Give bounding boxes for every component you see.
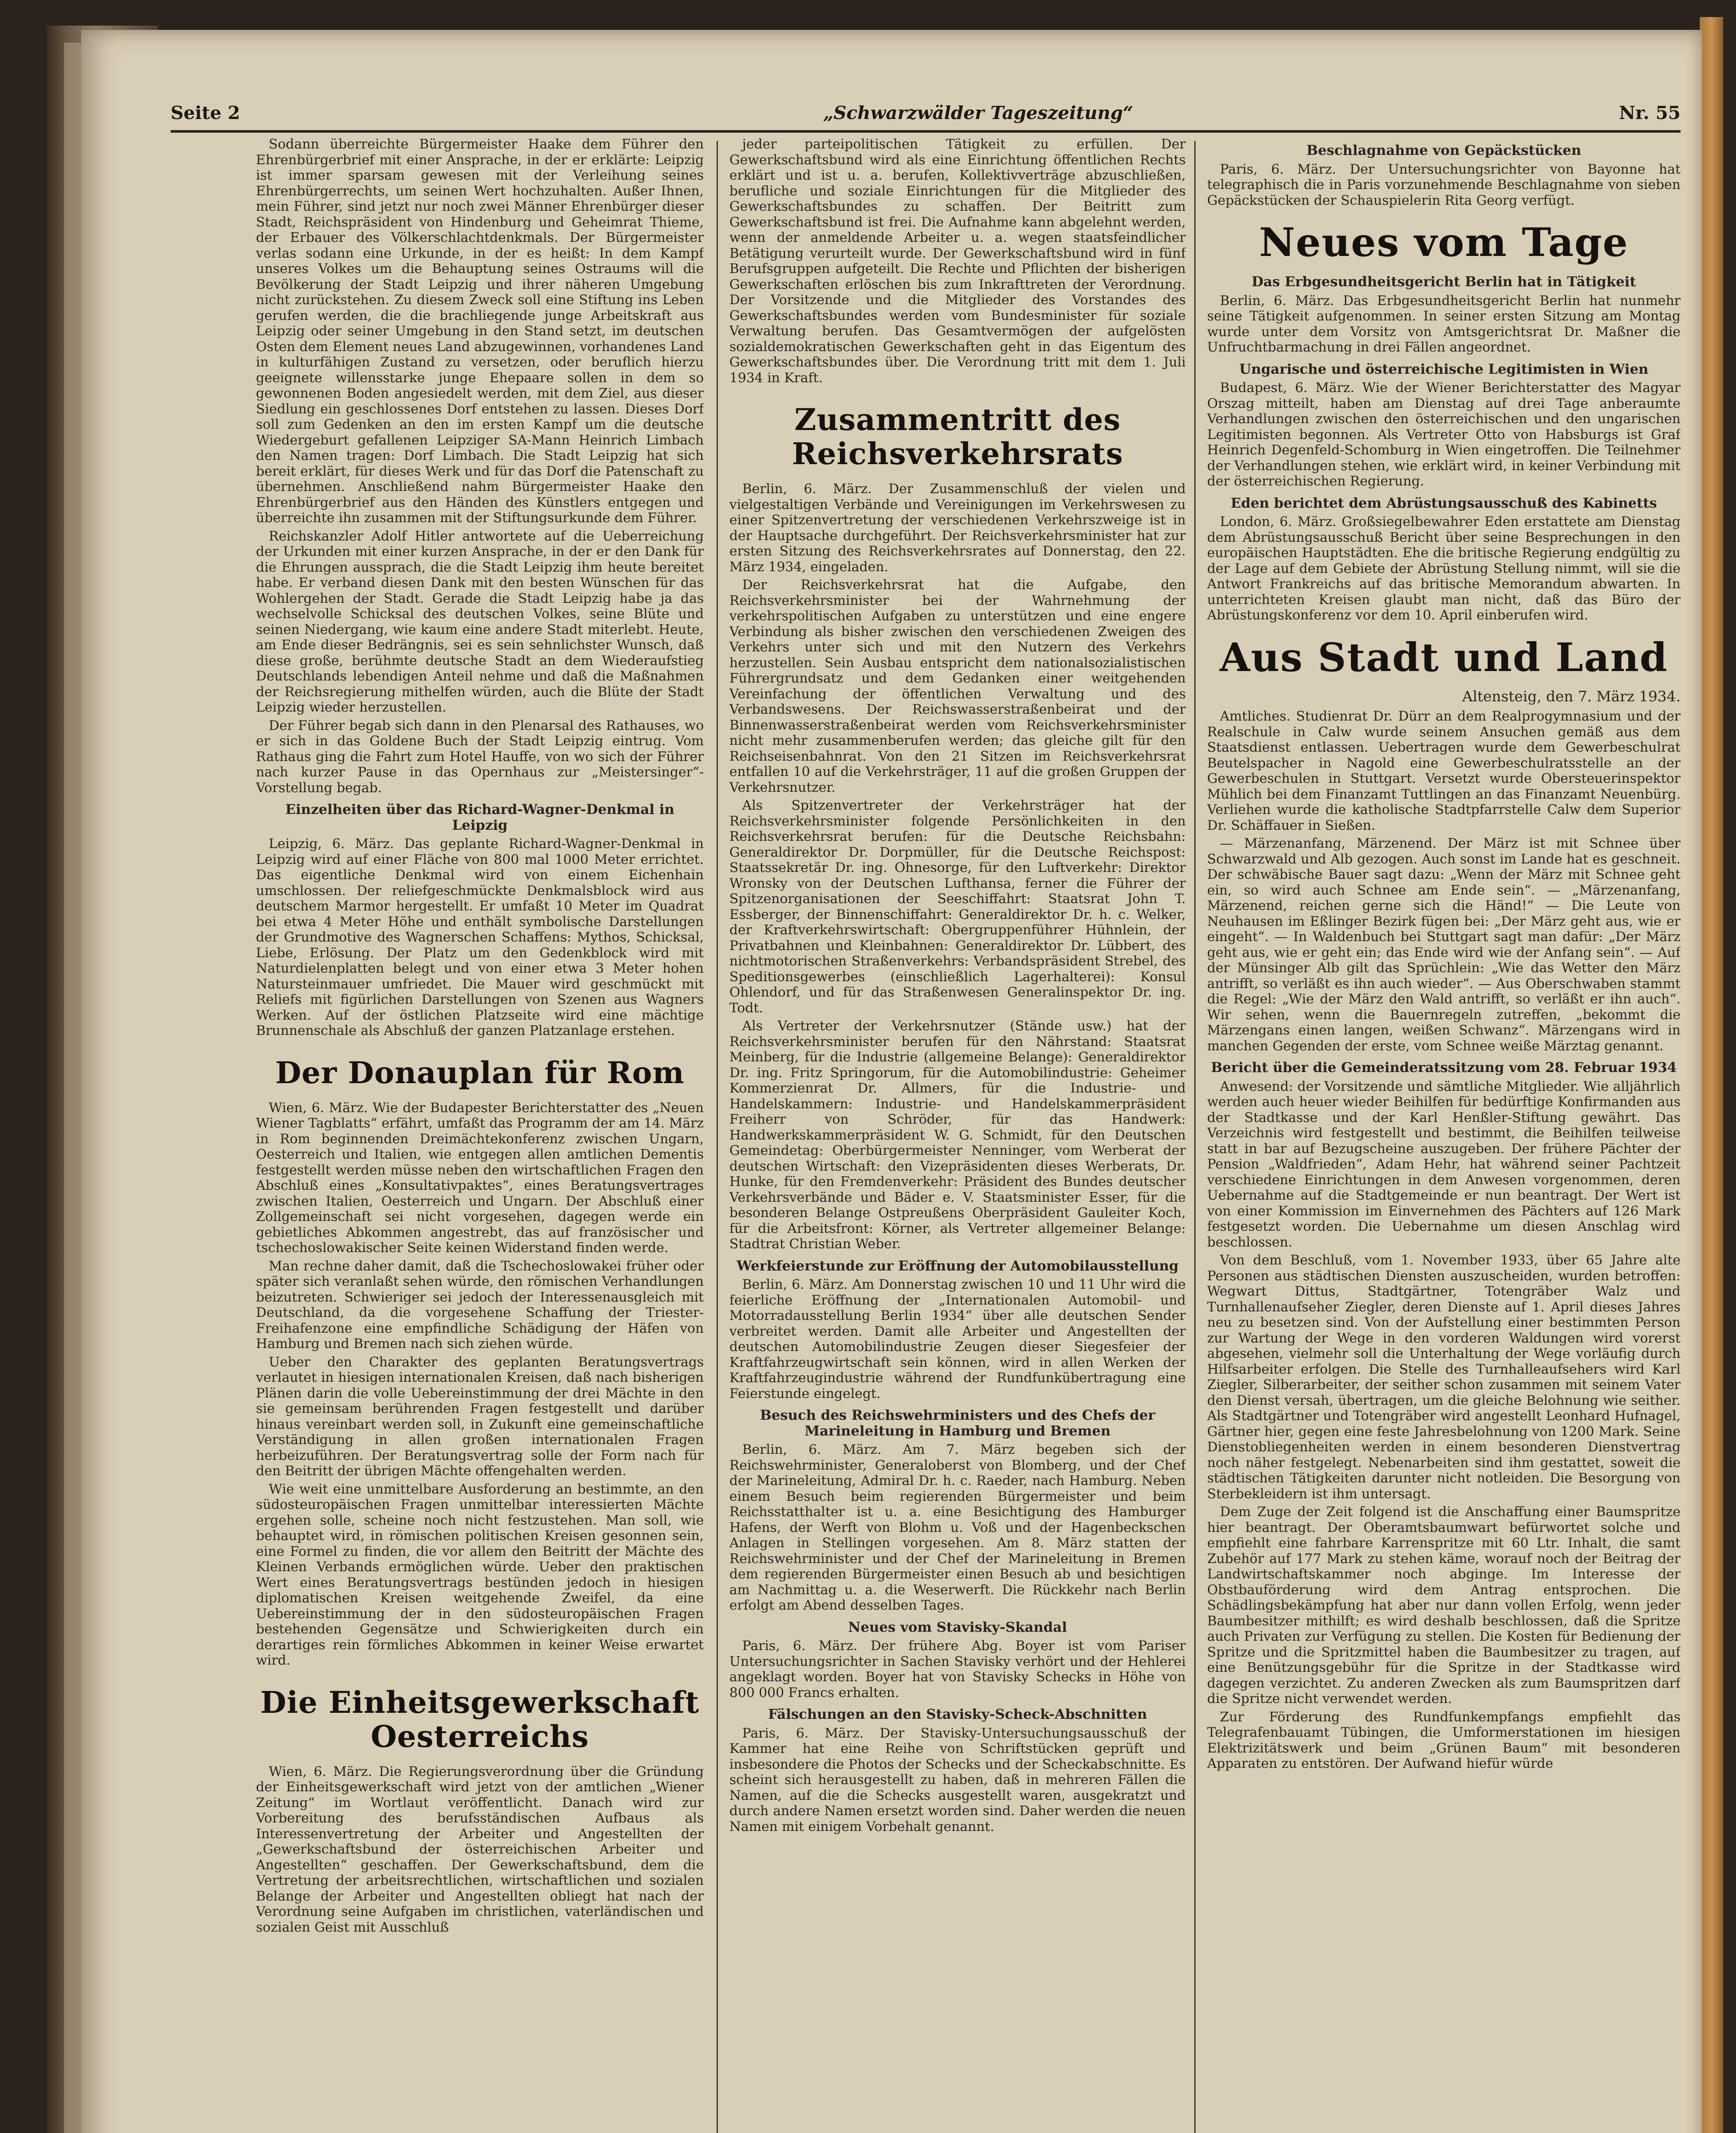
article-paragraph: Wien, 6. März. Die Regierungsverordnung über die Gründung der Einheitsgewerkschaft wird jetzt von der amtlichen „Wiener Zeitung“ im Wortlaut veröffentlicht. Danach wird zur Vorbereitung des berufsständischen Aufbaus als Interessenvertretung der Arbeiter und Angestellten der „Gewerkschaftsbund der österreichischen Arbeiter und Angestellten“ geschaffen. Der Gewerkschaftsbund, dem die Vertretung der arbeitsrechtlichen, wirtschaftlichen und sozialen Belange der Arbeiter und Angestellten obliegt hat nach der Verordnung seine Aufgaben im christlichen, vaterländischen und sozialen Geist mit Ausschluß — [256, 1764, 704, 1935]
article-paragraph: Sodann überreichte Bürgermeister Haake dem Führer den Ehrenbürgerbrief mit einer Ansprache, in der er erklärte: Leipzig ist immer sparsam gewesen mit der Verleihung seines Ehrenbürgerrechts, um seinen Wert hochzuhalten. Außer Ihnen, mein Führer, sind jetzt nur noch zwei Männer Ehrenbürger dieser Stadt, Reichspräsident von Hindenburg und Geheimrat Thieme, der Erbauer des Völkerschlachtdenkmals. Der Bürgermeister verlas sodann eine Urkunde, in der es heißt: In dem Kampf unseres Volkes um die Behauptung seines Ostraums will die Bevölkerung der Stadt Leipzig und ihrer näheren Umgebung nicht zurückstehen. Zu diesem Zweck soll eine Stiftung ins Leben gerufen werden, die die brachliegende junge Arbeitskraft aus Leipzig oder seiner Umgebung in den Stand setzt, im deutschen Osten dem Element neues Land abzugewinnen, vorhandenes Land in kulturfähigen Zustand zu versetzen, oder beruflich hierzu geeignete willensstarke junge Ehepaare sollen in dem so gewonnenen Boden angesiedelt werden, mit dem Ziel, aus dieser Siedlung ein geschlossenes Dorf entstehen zu lassen. Dieses Dorf soll zum Gedenken an den im ersten Kampf um die deutsche Wiedergeburt gefallenen Leipziger SA-Mann Heinrich Limbach den Namen tragen: Dorf Limbach. Die Stadt Leipzig hat sich bereit erklärt, für dieses Werk und für das Dorf die Patenschaft zu übernehmen. Anschließend nahm Bürgermeister Haake den Ehrenbürgerbrief aus den Händen des Künstlers entgegen und überreichte ihn zusammen mit der Stiftungsurkunde dem Führer. — [256, 137, 704, 526]
article-paragraph: Wie weit eine unmittelbare Ausforderung an bestimmte, an den südosteuropäischen Fragen unmittelbar interessierten Mächte ergehen solle, scheine noch nicht festzustehen. Man soll, wie behauptet wird, in römischen politischen Kreisen gesonnen sein, eine Formel zu finden, die vor allem den Beitritt der Mächte des Kleinen Verbands ermöglichen würde. Ueber den praktischen Wert eines Beratungsvertrags bestünden jedoch in hiesigen diplomatischen Kreisen weitgehende Zweifel, da eine Uebereinstimmung der in den südosteuropäischen Fragen bestehenden Gegensätze und Schwierigkeiten durch ein derartiges rein förmliches Abkommen in keiner Weise erwartet wird. — [256, 1481, 704, 1668]
newspaper-title: „Schwarzwälder Tageszeitung“ — [823, 102, 1133, 123]
column-1 — [256, 137, 704, 2133]
article-subheading: Neues vom Stavisky-Skandal — [848, 1619, 1067, 1635]
column-divider — [1194, 141, 1196, 2133]
article-headline: Die Einheitsgewerkschaft Oesterreichs — [260, 1684, 700, 1754]
issue-number: Nr. 55 — [1619, 102, 1681, 123]
article-paragraph: Der Führer begab sich dann in den Plenarsal des Rathauses, wo er sich in das Goldene Buch der Stadt Leipzig eintrug. Vom Rathaus ging die Fahrt zum Hotel Hauffe, von wo sich der Führer nach kurzer Pause in das Opernhaus zur „Meistersinger“-Vorstellung begab. — [256, 718, 704, 796]
page-number: Seite 2 — [171, 102, 240, 123]
article-subheading: Eden berichtet dem Abrüstungsausschuß des Kabinetts — [1231, 494, 1657, 511]
article-paragraph: Berlin, 6. März. Der Zusammenschluß der vielen und vielgestaltigen Verbände und Vereinigungen im Verkehrswesen zu einer Spitzenvertretung der verschiedenen Verkehrszweige ist in der Hauptsache durchgeführt. Der Reichsverkehrsminister hat zur ersten Sitzung des Reichsverkehrsrates auf Donnerstag, den 22. März 1934, eingeladen. — [729, 481, 1186, 575]
article-paragraph: Budapest, 6. März. Wie der Wiener Berichterstatter des Magyar Orszag mitteilt, haben am Dienstag auf drei Tage anberaumte Verhandlungen zwischen den österreichischen und den ungarischen Legitimisten begonnen. Als Vertreter Otto von Habsburgs ist Graf Heinrich Degenfeld-Schomburg in Wien eingetroffen. Die Teilnehmer der Verhandlungen stehen, wie erklärt wird, in keiner Verbindung mit der österreichischen Regierung. — [1207, 380, 1681, 489]
article-headline: Der Donauplan für Rom — [275, 1055, 685, 1090]
article-paragraph: Ueber den Charakter des geplanten Beratungsvertrags verlautet in hiesigen internationalen Kreisen, daß nach bisherigen Plänen darin die volle Uebereinstimmung der drei Mächte in den sie gemeinsam berührenden Fragen festgestellt und darüber hinaus vereinbart werden soll, in Zukunft eine gemeinschaftliche Verständigung in allen großen internationalen Fragen herbeizuführen. Der Beratungsvertrag solle der Form nach für den Beitritt der übrigen Mächte offengehalten werden. — [256, 1354, 704, 1479]
article-paragraph: Paris, 6. März. Der Untersuchungsrichter von Bayonne hat telegraphisch die in Paris vorzunehmende Beschlagnahme von sieben Gepäckstücken der Schauspielerin Rita Georg verfügt. — [1207, 161, 1681, 208]
article-paragraph: Von dem Beschluß, vom 1. November 1933, über 65 Jahre alte Personen aus städtischen Diensten auszuscheiden, wurden betroffen: Wegwart Dittus, Stadtgärtner, Totengräber Walz und Turnhallenaufseher Ziegler, deren Dienste auf 1. April dieses Jahres neu zu besetzen sind. Von der Aufstellung einer bestimmten Person zur Wartung der Wege in den vorderen Waldungen wird vorerst abgesehen, vielmehr soll die Unterhaltung der Wege vorläufig durch Hilfsarbeiter erfolgen. Die Stelle des Turnhalleaufsehers wird Karl Ziegler, Silberarbeiter, der seither schon zusammen mit seinem Vater den Dienst versah, übertragen, um die gleiche Belohnung wie seither. Als Stadtgärtner und Totengräber wird angestellt Leonhard Hufnagel, Gärtner hier, gegen eine feste Jahresbelohnung von 1200 Mark. Seine Dienstobliegenheiten werden in einem besonderen Dienstvertrag noch näher festgelegt. Nebenarbeiten sind ihm gestattet, soweit die städtischen Tätigkeiten darunter nicht notleiden. Die Besorgung von Sterbekleidern ist ihm untersagt. — [1207, 1252, 1681, 1502]
article-paragraph: Amtliches. Studienrat Dr. Dürr an dem Realprogymnasium und der Realschule in Calw wurde seinem Ansuchen gemäß aus dem Staatsdienst entlassen. Uebertragen wurde dem Gewerbeschulrat Beutelspacher in Nagold eine Gewerbeschulratsstelle an der Gewerbeschulen in Stuttgart. Versetzt wurde Obersteuerinspektor Mühlich bei dem Finanzamt Tuttlingen an das Finanzamt Neuenbürg. Verliehen wurde die katholische Stadtpfarrstelle Calw dem Superior Dr. Schäffauer in Sießen. — [1207, 709, 1681, 833]
article-subheading: Werkfeierstunde zur Eröffnung der Automobilausstellung — [736, 1257, 1179, 1274]
dateline: Altensteig, den 7. März 1934. — [1462, 688, 1681, 705]
article-paragraph: Anwesend: der Vorsitzende und sämtliche Mitglieder. Wie alljährlich werden auch heuer wieder Beihilfen für bedürftige Konfirmanden aus der Stadtkasse und der Karl Henßler-Stiftung gewährt. Das Verzeichnis wird festgestellt und bestimmt, die Beihilfen teilweise statt in bar auf Bezugscheine auszugeben. Der frühere Pächter der Pension „Waldfrieden“, Adam Hehr, hat während seiner Pachtzeit verschiedene Einrichtungen in dem Anwesen vorgenommen, deren Uebernahme auf die Stadtgemeinde er nun beantragt. Der Wert ist von einer Kommission im Einvernehmen des Pächters auf 126 Mark festgesetzt worden. Die Uebernahme um diesen Anschlag wird beschlossen. — [1207, 1078, 1681, 1250]
article-paragraph: Dem Zuge der Zeit folgend ist die Anschaffung einer Baumspritze hier beantragt. Der Oberamtsbaumwart befürwortet solche und empfiehlt eine fahrbare Karrenspritze mit 60 Ltr. Inhalt, die samt Zubehör auf 177 Mark zu stehen käme, worauf noch der Beitrag der Landwirtschaftskammer noch abginge. Im Interesse der Obstbauförderung wird dem Antrag entsprochen. Die Schädlingsbekämpfung hat aber nur dann vollen Erfolg, wenn jeder Baumbesitzer mithilft; es wird deshalb beschlossen, daß die Spritze auch Privaten zur Verfügung zu stellen. Die Kosten für Bedienung der Spritze und die Spritzmittel haben die Baumbesitzer zu tragen, auf eine Benützungsgebühr für die Spritze in der Stadtkasse wird dagegen verzichtet. Zu anderen Zwecken als zum Baumspritzen darf die Spritze nicht verwendet werden. — [1207, 1504, 1681, 1706]
article-subheading: Fälschungen an den Stavisky-Scheck-Abschnitten — [768, 1706, 1147, 1722]
column-divider — [717, 141, 718, 2133]
article-paragraph: Reichskanzler Adolf Hitler antwortete auf die Ueberreichung der Urkunden mit einer kurzen Ansprache, in der er den Dank für die Ehrungen aussprach, die die Stadt Leipzig ihm heute bereitet habe. Er verband diesen Dank mit den besten Wünschen für das Wohlergehen der Stadt. Gerade die Stadt Leipzig habe ja das wechselvolle Schicksal des deutschen Volkes, seine Blüte und seinen Niedergang, wie kaum eine andere Stadt miterlebt. Heute, am Ende dieser Bedrängnis, sei es sein sehnlichster Wunsch, daß diese große, berühmte deutsche Stadt an dem Wiederaufstieg Deutschlands lebendigen Anteil nehme und daß die Maßnahmen der Reichsregierung mithelfen würden, auch die Blüte der Stadt Leipzig wieder herzustellen. — [256, 528, 704, 715]
article-paragraph: Als Vertreter der Verkehrsnutzer (Stände usw.) hat der Reichsverkehrsminister berufen für den Nährstand: Staatsrat Meinberg, für die Industrie (allgemeine Belange): Generaldirektor Dr. ing. Fritz Springorum, für die Automobilindustrie: Geheimer Kommerzienrat Dr. Allmers, für die Industrie- und Handelskammern: Industrie- und Handelskammerpräsident Freiherr von Schröder, für das Handwerk: Handwerkskammerpräsident W. G. Schmidt, für den Deutschen Gemeindetag: Oberbürgermeister Nenninger, vom Werberat der deutschen Wirtschaft: den Vizepräsidenten dieses Werberats, Dr. Hunke, für den Fremdenverkehr: Präsident des Bundes deutscher Verkehrsverbände und Bäder e. V. Staatsminister Esser, für die besonderen Belange Ostpreußens Oberpräsident Gauleiter Koch, für die Arbeitsfront: Körner, als Vertreter allgemeiner Belange: Stadtrat Christian Weber. — [729, 1018, 1186, 1252]
header-rule — [171, 130, 1681, 133]
article-paragraph: Zur Förderung des Rundfunkempfangs empfiehlt das Telegrafenbauamt Tübingen, die Umformerstationen im hiesigen Elektrizitätswerk und beim „Grünen Baum“ mit besonderen Apparaten zu entstören. Der Aufwand hiefür würde — [1207, 1709, 1681, 1771]
article-paragraph: Paris, 6. März. Der frühere Abg. Boyer ist vom Pariser Untersuchungsrichter in Sachen Stavisky verhört und der Hehlerei angeklagt worden. Boyer hat von Stavisky Schecks in Höhe von 800 000 Francs erhalten. — [729, 1638, 1186, 1700]
article-paragraph: Der Reichsverkehrsrat hat die Aufgabe, den Reichsverkehrsminister bei der Wahrnehmung der verkehrspolitischen Aufgaben zu unterstützen und eine engere Verbindung als bisher zwischen den verschiedenen Zweigen des Verkehrs unter sich und mit den Nutzern des Verkehrs herzustellen. Sein Ausbau entspricht dem nationalsozialistischen Führergrundsatz und dem Gedanken einer weitgehenden Vereinfachung der öffentlichen Verwaltung und des Verbandswesens. Der Reichswasserstraßenbeirat und der Binnenwasserstraßenbeirat werden vom Reichsverkehrsminister nicht mehr zusammenberufen werden; das gleiche gilt für den Reichseisenbahnrat. Von den 21 Sitzen im Reichsverkehrsrat entfallen 10 auf die Verkehrsträger, 11 auf die großen Gruppen der Verkehrsnutzer. — [729, 577, 1186, 795]
article-paragraph: Paris, 6. März. Der Stavisky-Untersuchungsausschuß der Kammer hat eine Reihe von Schriftstücken geprüft und insbesondere die Photos der Schecks und der Scheckabschnitte. Es scheint sich herausgestellt zu haben, daß in mehreren Fällen die Namen, auf die die Schecks ausgestellt waren, ausgekratzt und durch andere Namen ersetzt worden sind. Daher werden die neuen Namen mit einigem Vorbehalt genannt. — [729, 1725, 1186, 1834]
article-subheading: Ungarische und österreichische Legitimisten in Wien — [1239, 360, 1649, 377]
article-subheading: Beschlagnahme von Gepäckstücken — [1306, 142, 1582, 158]
section-headline: Aus Stadt und Land — [1219, 634, 1668, 680]
article-paragraph: jeder parteipolitischen Tätigkeit zu erfüllen. Der Gewerkschaftsbund wird als eine Einrichtung öffentlichen Rechts erklärt und ist u. a. berufen, Kollektivverträge abzuschließen, berufliche und soziale Einrichtungen für die Mitglieder des Gewerkschaftsbundes zu schaffen. Der Beitritt zum Gewerkschaftsbund ist frei. Die Aufnahme kann abgelehnt werden, wenn der anmeldende Arbeiter u. a. wegen staatsfeindlicher Betätigung verurteilt wurde. Der Gewerkschaftsbund wird in fünf Berufsgruppen aufgeteilt. Die Rechte und Pflichten der bisherigen Gewerkschaften erlöschen bis zum Inkrafttreten der Verordnung. Der Vorsitzende und die Mitglieder des Vorstandes des Gewerkschaftsbundes werden vom Bundesminister für soziale Verwaltung berufen. Das Gesamtvermögen der aufgelösten sozialdemokratischen Gewerkschaften geht in das Eigentum des Gewerkschaftsbundes über. Die Verordnung tritt mit dem 1. Juli 1934 in Kraft. — [729, 137, 1186, 386]
article-paragraph: Berlin, 6. März. Am 7. März begeben sich der Reichswehrminister, Generaloberst von Blomberg, und der Chef der Marineleitung, Admiral Dr. h. c. Raeder, nach Hamburg. Neben einem Besuch beim regierenden Bürgermeister und beim Reichsstatthalter ist u. a. eine Besichtigung des Hamburger Hafens, der Werft von Blohm u. Voß und der Hagenbeckschen Anlagen in Stellingen vorgesehen. Am 8. März statten der Reichswehrminister und der Chef der Marineleitung in Bremen dem regierenden Bürgermeister einen Besuch ab und besichtigen am Nachmittag u. a. die Weserwerft. Die Rückkehr nach Berlin erfolgt am Abend desselben Tages. — [729, 1442, 1186, 1613]
article-paragraph: Leipzig, 6. März. Das geplante Richard-Wagner-Denkmal in Leipzig wird auf einer Fläche von 800 mal 1000 Meter errichtet. Das eigentliche Denkmal wird von einem Eichenhain umschlossen. Der reliefgeschmückte Denkmalsblock wird aus deutschem Marmor hergestellt. Er umfaßt 10 Meter im Quadrat bei etwa 4 Meter Höhe und enthält symbolische Darstellungen der Grundmotive des Wagnerschen Schaffens: Mythos, Schicksal, Liebe, Erlösung. Der Platz um den Gedenkblock wird mit Naturdielenplatten belegt und von einer etwa 3 Meter hohen Natursteinmauer umfriedet. Die Mauer wird geschmückt mit Reliefs mit figürlichen Darstellungen von Szenen aus Wagners Werken. Auf der östlichen Platzseite wird eine mächtige Brunnenschale als Abschluß der ganzen Platzanlage erstehen. — [256, 836, 704, 1038]
article-subheading: Einzelheiten über das Richard-Wagner-Denkmal in Leipzig — [285, 801, 674, 833]
article-subheading: Bericht über die Gemeinderatssitzung vom 28. Februar 1934 — [1211, 1059, 1677, 1075]
article-paragraph: Berlin, 6. März. Am Donnerstag zwischen 10 und 11 Uhr wird die feierliche Eröffnung der „Internationalen Automobil- und Motorradausstellung Berlin 1934“ über alle deutschen Sender verbreitet werden. Damit alle Arbeiter und Angestellten der deutschen Automobilindustrie Zeugen dieser Siegesfeier der Kraftfahrzeugwirtschaft sein können, wird in allen Werken der Kraftfahrzeugindustrie während der Rundfunkübertragung eine Feierstunde eingelegt. — [729, 1277, 1186, 1401]
page-fore-edge — [1700, 17, 1723, 2133]
article-subheading: Das Erbgesundheitsgericht Berlin hat in Tätigkeit — [1251, 273, 1636, 290]
column-3 — [1207, 137, 1681, 2133]
article-paragraph: Als Spitzenvertreter der Verkehrsträger hat der Reichsverkehrsminister folgende Persönlichkeiten in den Reichsverkehrsrat berufen: für die Deutsche Reichsbahn: Generaldirektor Dr. Dorpmüller, für die Deutsche Reichspost: Staatssekretär Dr. ing. Ohnesorge, für den Luftverkehr: Direktor Wronsky von der Deutschen Lufthansa, ferner die Führer der Spitzenorganisationen der Seeschiffahrt: Staatsrat John T. Essberger, der Binnenschiffahrt: Generaldirektor Dr. h. c. Welker, der Kraftverkehrswirtschaft: Obergruppenführer Hühnlein, der Privatbahnen und Kleinbahnen: Generaldirektor Dr. Lübbert, des nichtmotorischen Straßenverkehrs: Verbandspräsident Strebel, des Speditionsgewerbes (einschließlich Lagerhalterei): Konsul Ohlendorf, und für das Straßenwesen Generalinspektor Dr. ing. Todt. — [729, 798, 1186, 1016]
article-subheading: Besuch des Reichswehrministers und des Chefs der Marineleitung in Hamburg und Bremen — [760, 1407, 1155, 1439]
section-headline: Neues vom Tage — [1259, 219, 1629, 265]
page-header — [171, 102, 1681, 128]
article-paragraph: Wien, 6. März. Wie der Budapester Berichterstatter des „Neuen Wiener Tagblatts“ erfährt, umfaßt das Programm der am 14. März in Rom beginnenden Dreimächtekonferenz zwischen Ungarn, Oesterreich und Italien, wie entgegen allen amtlichen Dementis festgestellt werden müsse neben den wirtschaftlichen Fragen den Abschluß eines „Konsultativpaktes“, eines Beratungsvertrages zwischen Italien, Oesterreich und Ungarn. Der Abschluß einer Zollgemeinschaft sei nicht vorgesehen, dagegen werde ein gebietliches Abkommen angestrebt, das auf französischer und tschechoslowakischer Seite keinen Widerstand finden werde. — [256, 1100, 704, 1255]
article-paragraph: London, 6. März. Großsiegelbewahrer Eden erstattete am Dienstag dem Abrüstungsausschuß Bericht über seine Besprechungen in den europäischen Hauptstädten. Ehe die britische Regierung endgültig zu der Lage auf dem Gebiete der Abrüstung Stellung nimmt, will sie die Antwort Frankreichs auf das britische Memorandum abwarten. In unterrichteten Kreisen glaubt man nicht, daß das Büro der Abrüstungskonferenz vor dem 10. April einberufen wird. — [1207, 514, 1681, 623]
column-2 — [729, 137, 1186, 2133]
article-paragraph: Man rechne daher damit, daß die Tschechoslowakei früher oder später sich veranlaßt sehen würde, den römischen Verhandlungen beizutreten. Schwieriger sei jedoch der Interessenausgleich mit Deutschland, da die vorgesehene Schaffung der Triester-Freihafenzone eine empfindliche Schädigung der Häfen von Hamburg und Bremen nach sich ziehen würde. — [256, 1258, 704, 1351]
article-paragraph: Berlin, 6. März. Das Erbgesundheitsgericht Berlin hat nunmehr seine Tätigkeit aufgenommen. In seiner ersten Sitzung am Montag wurde unter dem Vorsitz von Amtsgerichtsrat Dr. Maßner die Unfruchtbarmachung in drei Fällen angeordnet. — [1207, 293, 1681, 355]
article-headline: Zusammentritt des Reichsverkehrsrats — [792, 402, 1123, 471]
article-paragraph: — Märzenanfang, Märzenend. Der März ist mit Schnee über Schwarzwald und Alb gezogen. Auch sonst im Lande hat es geschneit. Der schwäbische Bauer sagt dazu: „Wenn der März mit Schnee geht ein, so wird auch Schnee am Ende sein“. — „Märzenanfang, Märzenend, reichen gerne sich die Händ!“ — Die Leute von Neuhausen im Eßlinger Bezirk fügen bei: „Der März geht aus, wie er eingeht“. — In Waldenbuch bei Stuttgart sagt man dafür: „Der März geht aus, wie er geht ein; das Ende wird wie der Anfang sein“. — Auf der Münsinger Alb gilt das Sprüchlein: „Wie das Wetter den März antrifft, so verläßt es ihn auch wieder“. — Aus Oberschwaben stammt die Regel: „Wie der März den Wald antrifft, so verläßt er ihn auch“. Wir sehen, wenn die Bauernregeln zutreffen, „bekommt die Märzengans einen langen, weißen Schwanz“. Märzengans wird in manchen Gegenden der erste, vom Schnee weiße Märztag genannt. — [1207, 836, 1681, 1054]
